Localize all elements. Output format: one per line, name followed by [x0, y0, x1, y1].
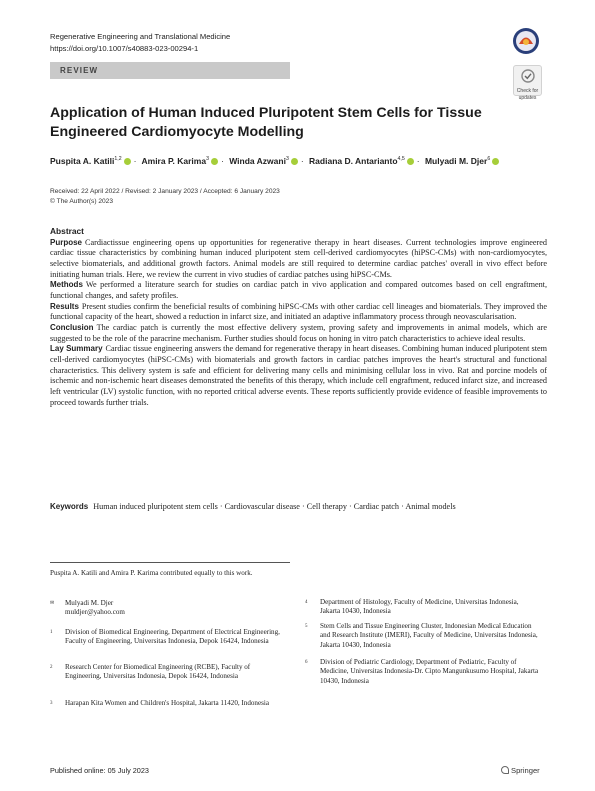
abstract-conclusion [50, 323, 547, 344]
abstract-heading: Abstract [50, 226, 84, 236]
author-affiliation: 4,5 [397, 156, 405, 163]
article-type-banner: REVIEW [50, 62, 290, 79]
purpose-text: Cardiactissue engineering opens up opportunities for regenerative therapy in heart diseases. Current technologies improve engineered cardiac tissue characteristics by combining human induced pluripotent stem cell-derived cardiomyocytes (hiPSC-CMs) with non-cardiomyocytes, selective biomaterials, and additional growth factors. Animal models are still required to determine cardiac patches' overall in vivo effect before initiating human trials. Here, we review the current in vivo studies of cardiac patches using hiPSC-CMs. [50, 237, 547, 279]
published-date: Published online: 05 July 2023 [50, 766, 149, 775]
affiliation-text: Research Center for Biomedical Engineering (RCBE), Faculty of Engineering, Universitas Indonesia, Depok 16424, Indonesia [65, 663, 251, 681]
affiliation-text: Department of Histology, Faculty of Medicine, Universitas Indonesia, Jakarta 10430, Indonesia [320, 598, 519, 616]
check-updates-icon [521, 69, 535, 83]
doi-link[interactable]: https://doi.org/10.1007/s40883-023-00294-1 [50, 44, 199, 53]
publisher-name: Springer [511, 766, 540, 775]
lay-summary-text: Cardiac tissue engineering answers the demand for regenerative therapy in heart diseases. Combining human induced pluripotent stem cell-derived cardiomyocytes (hiPSC-CMs) with biomaterials and growth factors in cardiac patches improves the heart's structural and functional characteristics. This delivery system is safe and efficient for delivering many cells and minimising cellular loss in vivo. Rat and porcine models of ischemic and non-ischemic heart diseases demonstrated the benefits of this therapy, which include cell engraftment, reduced infarct size, and increased left ventricular (LV) systolic function, with no reported critical adverse events. These reports sufficiently provide evidence of feasible improvements to proceed towards further trials. [50, 344, 548, 407]
mail-icon: ✉ [50, 601, 55, 606]
orcid-icon[interactable] [492, 158, 499, 165]
abstract [50, 226, 547, 408]
keywords-label: Keywords [50, 502, 89, 511]
check-updates-button[interactable] [513, 65, 542, 101]
abstract-purpose [50, 238, 547, 281]
author-name[interactable]: Puspita A. Katili [50, 156, 115, 166]
author-affiliation: 3 [285, 156, 289, 163]
equal-contribution-note: Puspita A. Katili and Amira P. Karima contributed equally to this work. [50, 569, 253, 577]
author-name[interactable]: Winda Azwani [229, 156, 286, 166]
author-affiliation: 1,2 [114, 156, 122, 163]
article-title [50, 104, 520, 142]
journal-name: Regenerative Engineering and Translational Medicine [50, 32, 231, 41]
results-text: Present studies confirm the beneficial results of combining hiPSC-CMs with other cardiac cell lineages and biomaterials. They improved the functional capacity of the heart, showed a reduction in infarct size, and initiated an adaptive inflammatory process through neovascularisation. [50, 301, 547, 322]
abstract-results [50, 302, 547, 323]
title-line-1: Application of Human Induced Pluripotent Stem Cells for Tissue [50, 105, 482, 121]
article-dates [50, 187, 280, 206]
affiliation-text: Division of Pediatric Cardiology, Department of Pediatric, Faculty of Medicine, Universitas Indonesia-Dr. Cipto Mangunkusumo Hospital, Jakarta 10430, Indonesia [320, 658, 539, 685]
journal-logo-icon [512, 27, 540, 55]
publisher-logo [501, 766, 540, 775]
author-list: Puspita A. Katili$^{1,2}$ · Amira P. Karima$^3$ · Winda Azwani$^3$ · Radiana D. Antarianto$^{4,5}$ · Mulyadi M. Djer$^6$ [50, 156, 499, 166]
author-name[interactable]: Radiana D. Antarianto [309, 156, 398, 166]
affiliation-text: Stem Cells and Tissue Engineering Cluster, Indonesian Medical Education and Research Institute (IMERI), Faculty of Medicine, Universitas Indonesia, Jakarta 10430, Indonesia [320, 622, 538, 649]
copyright: © The Author(s) 2023 [50, 197, 114, 205]
conclusion-label: Conclusion [50, 322, 94, 332]
author-name[interactable]: Mulyadi M. Djer [424, 156, 488, 166]
author-name[interactable]: Amira P. Karima [141, 156, 207, 166]
results-label: Results [50, 301, 79, 311]
abstract-methods [50, 280, 547, 301]
orcid-icon[interactable] [211, 158, 218, 165]
keywords [50, 502, 547, 511]
affiliation-number: 5 [305, 624, 308, 629]
lay-summary-label: Lay Summary [50, 344, 103, 354]
orcid-icon[interactable] [407, 158, 414, 165]
keywords-text: Human induced pluripotent stem cells · Cardiovascular disease · Cell therapy · Cardiac patch · Animal models [93, 502, 456, 511]
affiliation-text: Division of Biomedical Engineering, Department of Electrical Engineering, Faculty of Engineering, Universitas Indonesia, Depok 16424, Indonesia [65, 628, 280, 646]
author-affiliation: 3 [206, 156, 209, 163]
affiliation-number: 6 [305, 660, 308, 665]
affiliation-text: Harapan Kita Women and Children's Hospital, Jakarta 11420, Indonesia [65, 699, 270, 707]
orcid-icon[interactable] [124, 158, 131, 165]
methods-label: Methods [50, 280, 83, 290]
corresponding-author-contact[interactable]: Mulyadi M. Djer muldjer@yahoo.com [65, 599, 125, 617]
conclusion-text: The cardiac patch is currently the most effective delivery system, proving safety and improvements in animal models, which are suggested to be the role of the paracrine mechanism. Further studies should focus on honing in vitro patch characteristics to achieve ideal results. [50, 322, 547, 343]
running-header [50, 31, 230, 55]
check-updates-label-1: Check for [516, 88, 539, 94]
check-updates-label-2: updates [518, 94, 537, 101]
footnote-divider [50, 562, 290, 563]
orcid-icon[interactable] [291, 158, 298, 165]
affiliation-number: 3 [50, 701, 53, 706]
author-affiliation: 6 [487, 156, 491, 163]
springer-icon [501, 766, 509, 774]
title-line-2: Engineered Cardiomyocyte Modelling [50, 124, 304, 140]
history-dates: Received: 22 April 2022 / Revised: 2 January 2023 / Accepted: 6 January 2023 [50, 188, 280, 195]
methods-text: We performed a literature search for studies on cardiac patch in vivo application and compared outcomes based on cell engraftment, functional changes, and safety profiles. [50, 280, 547, 300]
affiliation-number: 1 [50, 630, 53, 635]
abstract-lay-summary [50, 344, 547, 408]
purpose-label: Purpose [50, 237, 83, 247]
affiliation-number: 4 [305, 600, 308, 605]
affiliation-number: 2 [50, 665, 53, 670]
